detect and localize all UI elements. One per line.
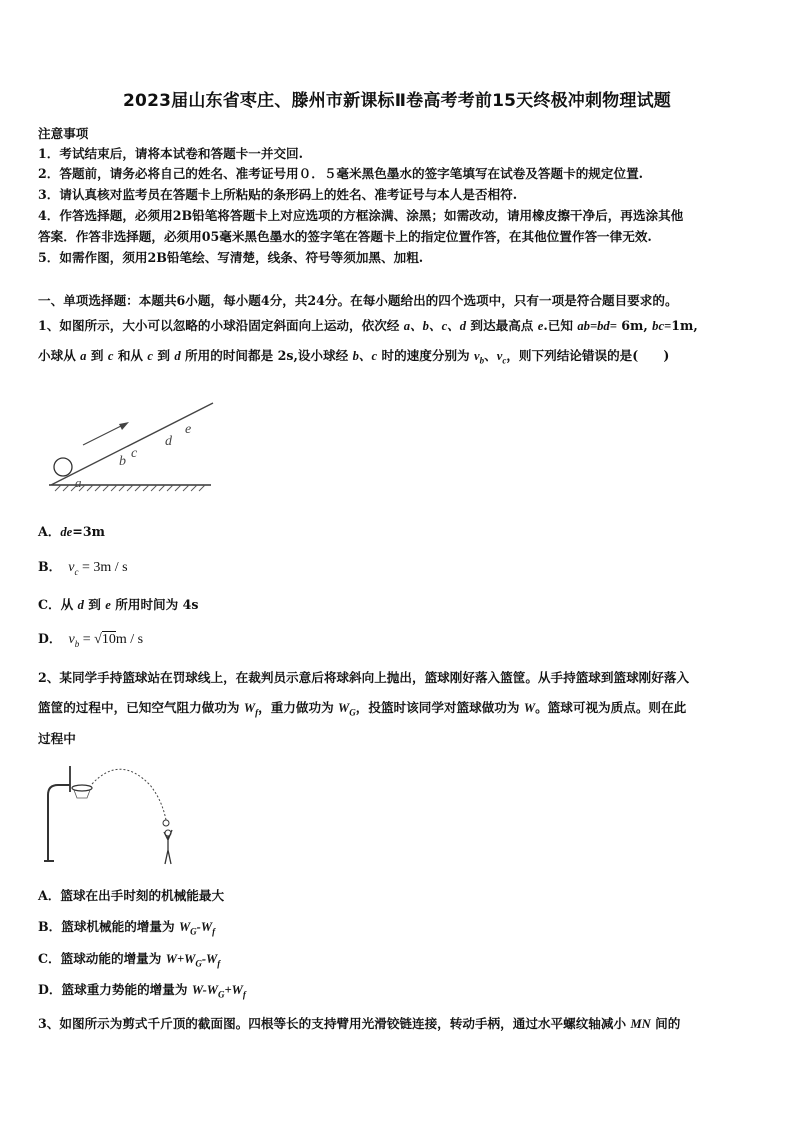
q2-option-a[interactable]: A．篮球在出手时刻的机械能最大 — [38, 888, 225, 903]
basketball-figure — [40, 760, 190, 870]
label-d: d — [165, 434, 172, 449]
label-a: a — [75, 475, 82, 490]
q2-stem-line-2: 篮筐的过程中，已知空气阻力做功为 $W_f$，重力做功为 $W_G$，投篮时该同学对篮球做功为 W。篮球可视为质点。则在此 — [38, 700, 687, 718]
label-e: e — [185, 422, 192, 437]
q2-stem-line-3: 过程中 — [38, 731, 76, 746]
notice-heading: 注意事项 — [38, 126, 89, 141]
label-c: c — [131, 446, 138, 461]
q2-option-b[interactable]: B．篮球机械能的增量为 $W_G-W_f$ — [38, 919, 216, 937]
q2-option-d[interactable]: D．篮球重力势能的增量为 $W-W_G+W_f$ — [38, 982, 246, 1000]
q1-option-d[interactable]: D． $v_b = √10m / s$ — [38, 631, 144, 649]
notice-item-3: 3．请认真核对监考员在答题卡上所粘贴的条形码上的姓名、准考证号与本人是否相符. — [38, 187, 518, 202]
q1-option-a[interactable]: A．de=3m — [38, 524, 105, 539]
label-b: b — [119, 454, 126, 469]
notice-item-2: 2．答题前，请务必将自己的姓名、准考证号用０．５毫米黑色墨水的签字笔填写在试卷及答题卡的规定位置. — [38, 166, 644, 181]
q1-option-c[interactable]: C．从 d 到 e 所用时间为 4s — [38, 597, 199, 612]
notice-item-4: 4．作答选择题，必须用2B铅笔将答题卡上对应选项的方框涂满、涂黑；如需改动，请用橡皮擦干净后，再选涂其他 — [38, 208, 684, 223]
q3-stem-line-1: 3、如图所示为剪式千斤顶的截面图。四根等长的支持臂用光滑铰链连接，转动手柄，通过水平螺纹轴减小 MN 间的 — [38, 1016, 681, 1031]
q1-option-b[interactable]: B． $v_c = 3m / s$ — [38, 559, 128, 577]
incline-figure — [45, 395, 220, 495]
q2-option-c[interactable]: C．篮球动能的增量为 $W+W_G-W_f$ — [38, 951, 221, 969]
q1-stem-line-1: 1、如图所示，大小可以忽略的小球沿固定斜面向上运动，依次经 a、b、c、d 到达最高点 e.已知 ab=bd= 6m, bc=1m, — [38, 318, 698, 333]
page-title: 2023届山东省枣庄、滕州市新课标Ⅱ卷高考考前15天终极冲刺物理试题 — [123, 91, 671, 111]
q2-stem-line-1: 2、某同学手持篮球站在罚球线上，在裁判员示意后将球斜向上抛出，篮球刚好落入篮筐。从手持篮球到篮球刚好落入 — [38, 670, 690, 685]
sqrt-symbol: √ — [94, 632, 102, 647]
q1-stem-line-2: 小球从 a 到 c 和从 c 到 d 所用的时间都是 2s,设小球经 b、c 时的速度分别为 $v_b$、$v_c$，则下列结论错误的是( ) — [38, 348, 670, 366]
notice-item-5: 5．如需作图，须用2B铅笔绘、写清楚，线条、符号等须加黑、加粗. — [38, 250, 424, 265]
notice-item-4-cont: 答案．作答非选择题，必须用05毫米黑色墨水的签字笔在答题卡上的指定位置作答，在其他位置作答一律无效. — [38, 229, 652, 244]
notice-item-1: 1．考试结束后，请将本试卷和答题卡一并交回. — [38, 146, 304, 161]
section-heading: 一、单项选择题：本题共6小题，每小题4分，共24分。在每小题给出的四个选项中，只有一项是符合题目要求的。 — [38, 293, 678, 308]
